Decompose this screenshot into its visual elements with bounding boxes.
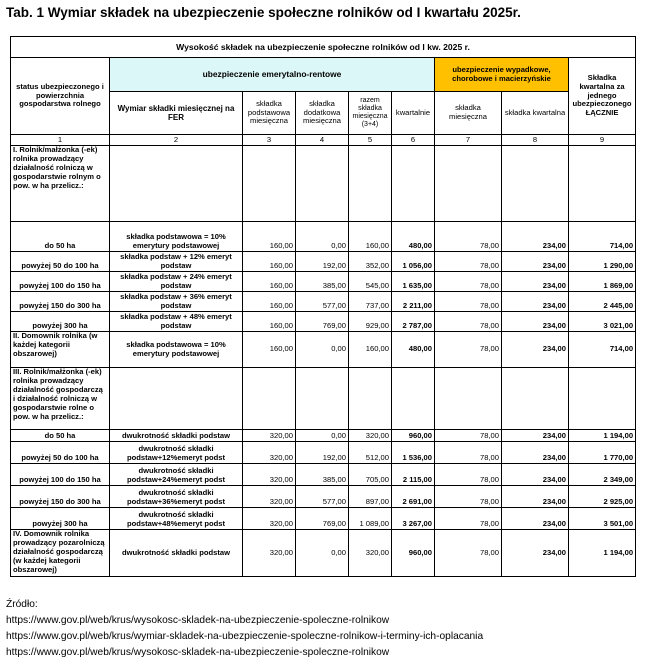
row-desc: składka podstawowa = 10% emerytury podstawowej: [110, 222, 243, 252]
col-number: 1: [11, 135, 110, 146]
cell-w-kwartalna: 234,00: [502, 430, 569, 442]
row-label: powyżej 100 do 150 ha: [11, 272, 110, 292]
source-label: Źródło:: [6, 599, 38, 610]
table-row: [11, 252, 636, 272]
row-label: IV. Domownik rolnika prowadzący pozarolniczą działalność gospodarczą (w każdej kategorii obszarowej): [11, 530, 110, 577]
cell-razem: 160,00: [349, 222, 392, 252]
table-row: [11, 442, 636, 464]
cell-w-kwartalna: 234,00: [502, 252, 569, 272]
section-row: [11, 146, 636, 222]
section-3-label: III. Rolnik/małżonka (-ek) rolnika prowadzący działalność gospodarczą i działalność rolniczą w gospodarstwie rolne o pow. w ha przelicz.:: [11, 368, 110, 430]
cell-w-miesieczna: 78,00: [435, 332, 502, 368]
cell-dodatkowa: 192,00: [296, 252, 349, 272]
cell-lacznie: 3 021,00: [569, 312, 636, 332]
cell-dodatkowa: 385,00: [296, 464, 349, 486]
cell-podstawowa: 160,00: [243, 332, 296, 368]
row-label: do 50 ha: [11, 430, 110, 442]
cell-kwartalnie: 1 056,00: [392, 252, 435, 272]
cell-razem: 705,00: [349, 464, 392, 486]
col-number: 7: [435, 135, 502, 146]
cell-razem: 320,00: [349, 530, 392, 577]
cell-kwartalnie: 1 536,00: [392, 442, 435, 464]
row-desc: dwukrotność składki podstaw+24%emeryt podst: [110, 464, 243, 486]
cell-kwartalnie: 480,00: [392, 222, 435, 252]
cell-podstawowa: 320,00: [243, 464, 296, 486]
row-label: powyżej 100 do 150 ha: [11, 464, 110, 486]
cell-lacznie: 2 925,00: [569, 486, 636, 508]
cell-w-miesieczna: 78,00: [435, 272, 502, 292]
cell-w-kwartalna: 234,00: [502, 222, 569, 252]
col-number: 2: [110, 135, 243, 146]
page-title: Tab. 1 Wymiar składek na ubezpieczenie społeczne rolników od I kwartału 2025r.: [6, 5, 521, 20]
cell-razem: 1 089,00: [349, 508, 392, 530]
cell-razem: 737,00: [349, 292, 392, 312]
row-desc: składka podstaw + 36% emeryt podstaw: [110, 292, 243, 312]
row-desc: dwukrotność składki podstaw+48%emeryt podst: [110, 508, 243, 530]
header-emerytalno-rentowe: ubezpieczenie emerytalno-rentowe: [110, 58, 435, 92]
col-number: 3: [243, 135, 296, 146]
table-row: [11, 508, 636, 530]
row-label: do 50 ha: [11, 222, 110, 252]
cell-kwartalnie: 3 267,00: [392, 508, 435, 530]
cell-dodatkowa: 385,00: [296, 272, 349, 292]
row-label: II. Domownik rolnika (w każdej kategorii obszarowej): [11, 332, 110, 368]
header-kwartalnie: kwartalnie: [392, 92, 435, 135]
cell-razem: 352,00: [349, 252, 392, 272]
cell-podstawowa: 160,00: [243, 252, 296, 272]
cell-razem: 545,00: [349, 272, 392, 292]
cell-podstawowa: 320,00: [243, 486, 296, 508]
table-row: [11, 312, 636, 332]
cell-kwartalnie: 1 635,00: [392, 272, 435, 292]
cell-lacznie: 714,00: [569, 332, 636, 368]
row-desc: składka podstaw + 24% emeryt podstaw: [110, 272, 243, 292]
cell-lacznie: 3 501,00: [569, 508, 636, 530]
cell-w-kwartalna: 234,00: [502, 292, 569, 312]
cell-razem: 897,00: [349, 486, 392, 508]
cell-podstawowa: 320,00: [243, 508, 296, 530]
row-desc: składka podstaw + 12% emeryt podstaw: [110, 252, 243, 272]
header-status: status ubezpieczonego i powierzchnia gospodarstwa rolnego: [11, 58, 110, 135]
header-razem: razem składka miesięczna (3+4): [349, 92, 392, 135]
cell-w-miesieczna: 78,00: [435, 530, 502, 577]
col-number: 4: [296, 135, 349, 146]
cell-podstawowa: 320,00: [243, 430, 296, 442]
cell-kwartalnie: 2 691,00: [392, 486, 435, 508]
cell-dodatkowa: 192,00: [296, 442, 349, 464]
table-row: [11, 530, 636, 577]
cell-lacznie: 714,00: [569, 222, 636, 252]
cell-kwartalnie: 480,00: [392, 332, 435, 368]
cell-dodatkowa: 769,00: [296, 312, 349, 332]
cell-podstawowa: 320,00: [243, 442, 296, 464]
cell-lacznie: 1 770,00: [569, 442, 636, 464]
source-link[interactable]: https://www.gov.pl/web/krus/wymiar-skladek-na-ubezpieczenie-spoleczne-rolnikow-i-terminy-ich-oplacania: [6, 631, 484, 642]
cell-dodatkowa: 577,00: [296, 486, 349, 508]
header-wypadkowe: ubezpieczenie wypadkowe, chorobowe i macierzyńskie: [435, 58, 569, 92]
cell-w-kwartalna: 234,00: [502, 508, 569, 530]
cell-w-miesieczna: 78,00: [435, 442, 502, 464]
cell-w-miesieczna: 78,00: [435, 486, 502, 508]
cell-podstawowa: 320,00: [243, 530, 296, 577]
cell-w-miesieczna: 78,00: [435, 252, 502, 272]
row-label: powyżej 150 do 300 ha: [11, 486, 110, 508]
cell-kwartalnie: 960,00: [392, 430, 435, 442]
cell-w-miesieczna: 78,00: [435, 430, 502, 442]
cell-podstawowa: 160,00: [243, 222, 296, 252]
cell-lacznie: 1 194,00: [569, 530, 636, 577]
row-label: powyżej 50 do 100 ha: [11, 442, 110, 464]
cell-w-kwartalna: 234,00: [502, 442, 569, 464]
cell-lacznie: 2 349,00: [569, 464, 636, 486]
cell-w-kwartalna: 234,00: [502, 530, 569, 577]
cell-lacznie: 1 869,00: [569, 272, 636, 292]
row-label: powyżej 300 ha: [11, 508, 110, 530]
row-label: powyżej 300 ha: [11, 312, 110, 332]
cell-dodatkowa: 0,00: [296, 530, 349, 577]
row-desc: dwukrotność składki podstaw: [110, 430, 243, 442]
header-podstawowa: składka podstawowa miesięczna: [243, 92, 296, 135]
cell-kwartalnie: 2 211,00: [392, 292, 435, 312]
table-row: [11, 222, 636, 252]
cell-w-miesieczna: 78,00: [435, 292, 502, 312]
row-desc: dwukrotność składki podstaw+12%emeryt podst: [110, 442, 243, 464]
row-label: powyżej 50 do 100 ha: [11, 252, 110, 272]
cell-razem: 320,00: [349, 430, 392, 442]
table-row: [11, 430, 636, 442]
col-number: 8: [502, 135, 569, 146]
source-link[interactable]: https://www.gov.pl/web/krus/wysokosc-skladek-na-ubezpieczenie-spoleczne-rolnikow: [6, 615, 390, 626]
cell-podstawowa: 160,00: [243, 312, 296, 332]
cell-w-kwartalna: 234,00: [502, 486, 569, 508]
table-row: [11, 292, 636, 312]
cell-dodatkowa: 0,00: [296, 332, 349, 368]
table-caption: Wysokość składek na ubezpieczenie społeczne rolników od I kw. 2025 r.: [11, 37, 636, 58]
cell-kwartalnie: 2 787,00: [392, 312, 435, 332]
cell-razem: 512,00: [349, 442, 392, 464]
cell-dodatkowa: 577,00: [296, 292, 349, 312]
cell-kwartalnie: 2 115,00: [392, 464, 435, 486]
source-link[interactable]: https://www.gov.pl/web/krus/wysokosc-skladek-na-ubezpieczenie-spoleczne-rolnikow: [6, 647, 390, 658]
header-w-kwartalna: składka kwartalna: [502, 92, 569, 135]
table-row: [11, 272, 636, 292]
cell-w-miesieczna: 78,00: [435, 312, 502, 332]
cell-lacznie: 1 194,00: [569, 430, 636, 442]
cell-kwartalnie: 960,00: [392, 530, 435, 577]
table-row: [11, 464, 636, 486]
cell-w-kwartalna: 234,00: [502, 312, 569, 332]
row-desc: składka podstaw + 48% emeryt podstaw: [110, 312, 243, 332]
cell-razem: 929,00: [349, 312, 392, 332]
cell-w-kwartalna: 234,00: [502, 272, 569, 292]
contributions-table: [10, 36, 636, 577]
row-desc: dwukrotność składki podstaw: [110, 530, 243, 577]
cell-lacznie: 1 290,00: [569, 252, 636, 272]
col-number: 6: [392, 135, 435, 146]
cell-w-miesieczna: 78,00: [435, 508, 502, 530]
cell-w-kwartalna: 234,00: [502, 332, 569, 368]
row-desc: składka podstawowa = 10% emerytury podstawowej: [110, 332, 243, 368]
cell-w-miesieczna: 78,00: [435, 222, 502, 252]
header-wymiar: Wymiar składki miesięcznej na FER: [110, 92, 243, 135]
col-number: 9: [569, 135, 636, 146]
header-w-miesieczna: składka miesięczna: [435, 92, 502, 135]
cell-w-kwartalna: 234,00: [502, 464, 569, 486]
row-label: powyżej 150 do 300 ha: [11, 292, 110, 312]
cell-dodatkowa: 0,00: [296, 430, 349, 442]
col-number: 5: [349, 135, 392, 146]
section-1-label: I. Rolnik/małżonka (-ek) rolnika prowadzący działalność rolniczą w gospodarstwie rolnym o pow. w ha przelicz.:: [11, 146, 110, 222]
cell-dodatkowa: 0,00: [296, 222, 349, 252]
cell-razem: 160,00: [349, 332, 392, 368]
cell-podstawowa: 160,00: [243, 272, 296, 292]
source-section: [6, 597, 483, 661]
cell-podstawowa: 160,00: [243, 292, 296, 312]
table-row: [11, 486, 636, 508]
table-row: [11, 332, 636, 368]
row-desc: dwukrotność składki podstaw+36%emeryt podst: [110, 486, 243, 508]
section-row: [11, 368, 636, 430]
cell-lacznie: 2 445,00: [569, 292, 636, 312]
cell-dodatkowa: 769,00: [296, 508, 349, 530]
header-dodatkowa: składka dodatkowa miesięczna: [296, 92, 349, 135]
header-lacznie: Składka kwartalna za jednego ubezpieczonego ŁĄCZNIE: [569, 58, 636, 135]
cell-w-miesieczna: 78,00: [435, 464, 502, 486]
